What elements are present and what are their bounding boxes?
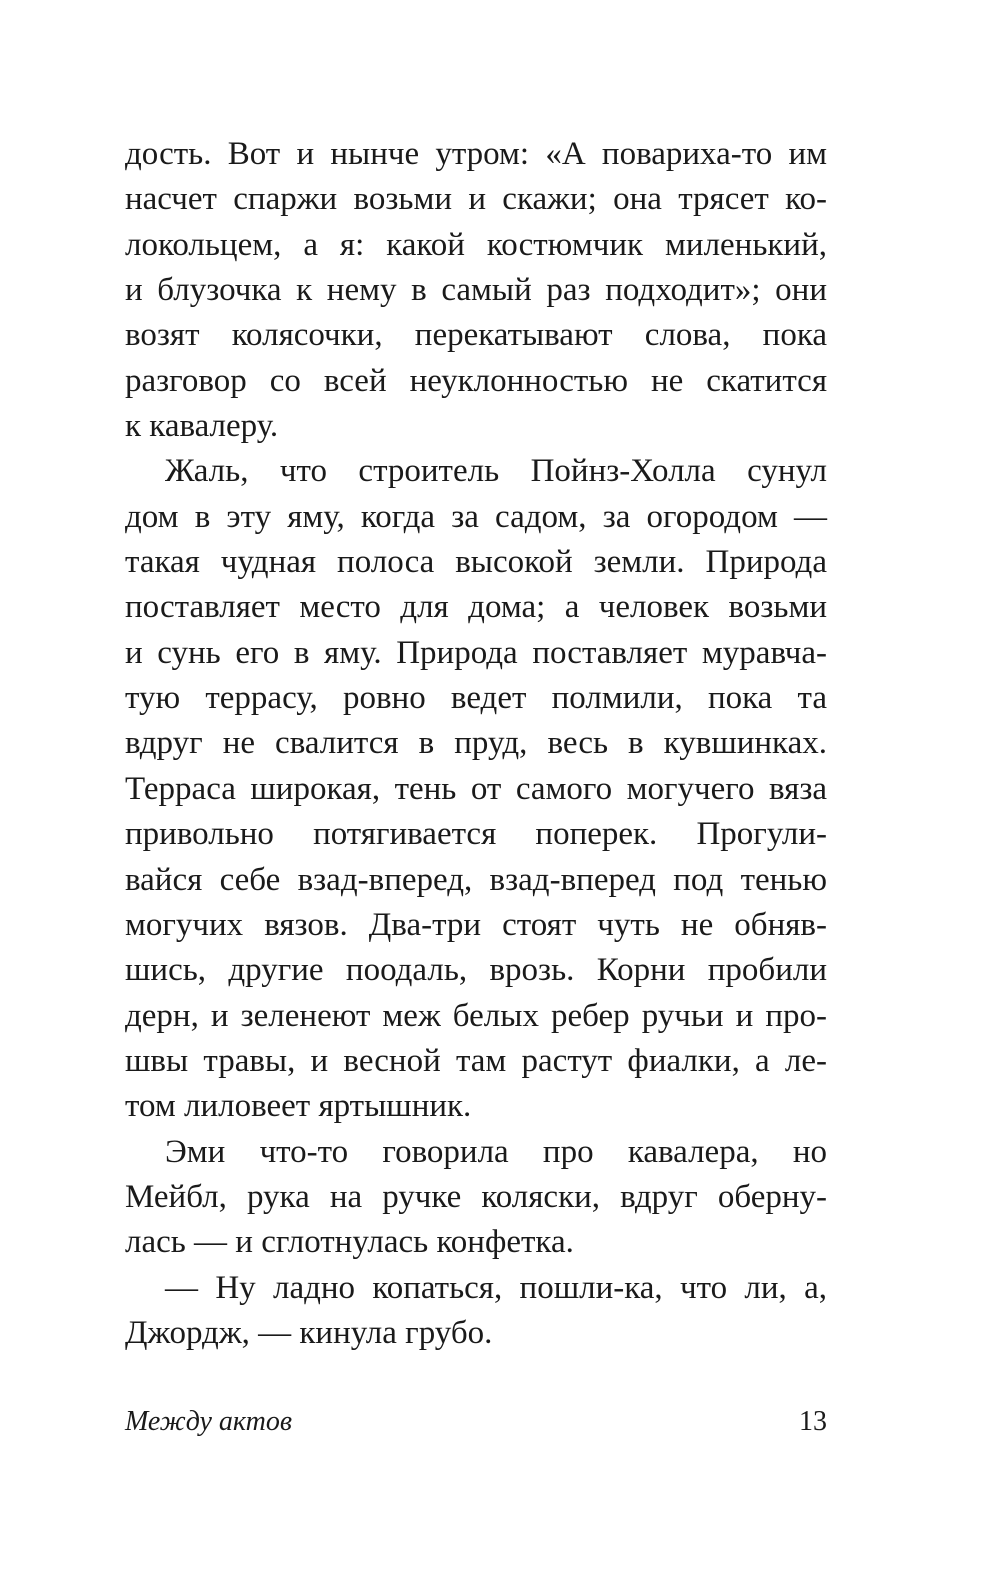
text-line: том лиловеет яртышник. [125,1088,472,1125]
text-line: Терраса широкая, тень от самого могучего вяза [125,770,827,807]
text-line: и блузочка к нему в самый раз подходит»; они [125,272,827,309]
text-line: швы травы, и весной там растут фиалки, а ле- [125,1042,827,1079]
text-line: насчет спаржи возьми и скажи; она трясет ко- [125,181,827,218]
text-line: Мейбл, рука на ручке коляски, вдруг оберну- [125,1178,827,1215]
text-line: тую террасу, ровно ведет полмили, пока та [125,680,827,717]
text-line: вдруг не свалится в пруд, весь в кувшинках. [125,725,827,762]
page-footer [125,1402,827,1442]
text-line: шись, другие поодаль, врозь. Корни пробили [125,952,827,989]
text-line: могучих вязов. Два-три стоят чуть не обняв- [125,906,827,943]
text-line: вайся себе взад-вперед, взад-вперед под тенью [125,861,827,898]
text-line: такая чудная полоса высокой земли. Природа [125,544,827,581]
text-line: — Ну ладно копаться, пошли-ка, что ли, а, [165,1269,827,1306]
running-title: Между актов [125,1406,293,1437]
text-line: лась — и сглотнулась конфетка. [125,1224,574,1261]
text-line: поставляет место для дома; а человек возьми [125,589,827,626]
text-line: привольно потягивается поперек. Прогули- [125,816,827,853]
page-number: 13 [799,1406,827,1437]
text-line: дерн, и зеленеют меж белых ребер ручьи и про- [125,997,827,1034]
text-line: дость. Вот и нынче утром: «А повариха-то им [125,136,827,172]
text-line: Жаль, что строитель Пойнз-Холла сунул [165,453,827,490]
text-line: разговор со всей неуклонностью не скатится [125,362,827,399]
text-line: локольцем, а я: какой костюмчик миленький, [125,226,827,263]
text-line: дом в эту яму, когда за садом, за огородом — [125,498,827,535]
text-line: Джордж, — кинула грубо. [125,1314,493,1351]
text-line: Эми что-то говорила про кавалера, но [165,1133,827,1170]
text-line: возят колясочки, перекатывают слова, пока [125,317,827,354]
text-line: к кавалеру. [125,408,279,445]
text-line: и сунь его в яму. Природа поставляет муравча- [125,634,827,671]
body-text [125,132,827,1356]
